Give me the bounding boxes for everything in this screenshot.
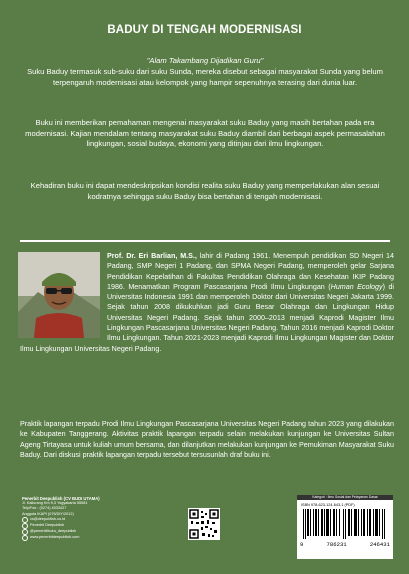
globe-icon: [22, 535, 28, 541]
author-bio-italic: Human Ecology: [330, 282, 383, 291]
author-bio: [20, 251, 394, 354]
instagram-icon: [22, 529, 28, 535]
publisher-name: Penerbit Deepublish (CV BUDI UTAMA): [22, 496, 100, 501]
isbn-label: ISBN 978-623-124-643-1 (PDF): [301, 503, 355, 507]
barcode: [303, 509, 387, 539]
publisher-address: Jl. Kaliurang Km 9,3 Yogyakarta 55581: [22, 501, 88, 506]
field-practice-paragraph: Praktik lapangan terpadu Prodi Ilmu Lingkungan Pascasarjana Universitas Negeri Padang tahun 2023 yang dilakukan ke Kabupaten Tanggerang. Aktivitas praktik lapangan terpadu selain melakukan kunjungan ke Universitas Sultan Ageng Tirtayasa untuk kuliah umum bersama, dan dilanjutkan melakukan kunjungan ke Pemukiman Masyarakat Suku Baduy. Dari diskusi praktik lapangan terpadu tersebut tersusunlah draf buku ini.: [20, 420, 394, 459]
book-title: BADUY DI TENGAH MODERNISASI: [107, 24, 302, 36]
author-name: Prof. Dr. Eri Barlian, M.S.,: [107, 252, 197, 260]
isbn-barcode-box: [297, 495, 393, 559]
blurb-paragraph-1: Suku Baduy termasuk sub-suku dari suku Sunda, mereka disebut sebagai masyarakat Sunda yang belum terpengaruh modernisasi atau kelompok yang hampir sepenuhnya terasing dari dunia luar.: [27, 67, 383, 87]
barcode-digits: 9 786231 246431: [300, 541, 390, 548]
qr-code: [188, 508, 220, 540]
category-label: Kategori : Ilmu Sosial dan Pelayanan Dasar: [297, 495, 393, 500]
section-divider: [20, 240, 390, 242]
author-bio-part-1: lahir di Padang 1961. Menempuh pendidikan SD Negeri 14 Padang, SMP Negeri 1 Padang, dan SPMA Negeri Padang, memperoleh gelar Sarjana Pendidikan Kepelatihan di Fakultas Pendidikan Olahraga dan Kesehatan IKIP Padang 1986. Menamatkan Program Pascasarjana Prodi Ilmu Lingkungan (: [107, 252, 394, 291]
author-bio-part-2: ) di Universitas Indonesia 1991 dan memperoleh Doktor dari Universitas Negeri Jakarta 1999. Sejak tahun 2008 dikukuhkan jadi Guru Besar Olahraga dan Lingkungan Hidup Universitas Negeri Padang. Sejak tahun 2000–2013 menjadi Kaprodi Magister Ilmu Lingkungan Pascasarjana Universitas Negeri Padang. Tahun 2016 menjadi Kaprodi Doktor Ilmu Lingkungan. Tahun 2021-2023 menjadi Kaprodi Ilmu Lingkungan Magister dan Doktor Ilmu Lingkungan Universitas Negeri Padang.: [20, 282, 394, 353]
facebook-icon: [22, 523, 28, 529]
publisher-phone: Telp/Fax : (0274) 4533427: [22, 506, 67, 511]
publisher-contact-email: cs@deepublish.co.id: [22, 517, 142, 523]
publisher-contact-website: www.penerbitdeepublish.com: [22, 535, 142, 541]
publisher-info: [22, 496, 142, 541]
blurb-paragraph-3: Kehadiran buku ini dapat mendeskripsikan kondisi realita suku Baduy yang memperlakukan alan sesuai kodratnya sehingga suku Baduy bisa bertahan di tengah modernisasi.: [30, 181, 380, 201]
blurb-paragraph-2: Buku ini memberikan pemahaman mengenai masyarakat suku Baduy yang masih bertahan pada era modernisasi. Kajian mendalam tentang masyarakat suku Baduy diambil dari berbagai aspek permasalahan lingkungan, sosial budaya, ekonomi yang ditinjau dari ilmu lingkungan.: [25, 118, 385, 149]
publisher-contact-facebook: Penerbit Deepublish: [22, 523, 142, 529]
tagline-quote: "Alam Takambang Dijadikan Guru": [146, 56, 264, 65]
publisher-contact-instagram: @penerbitbuku_deepublish: [22, 529, 142, 535]
publisher-member: Anggota IKAPI (076/DIY/2012): [22, 511, 74, 516]
email-icon: [22, 517, 28, 523]
